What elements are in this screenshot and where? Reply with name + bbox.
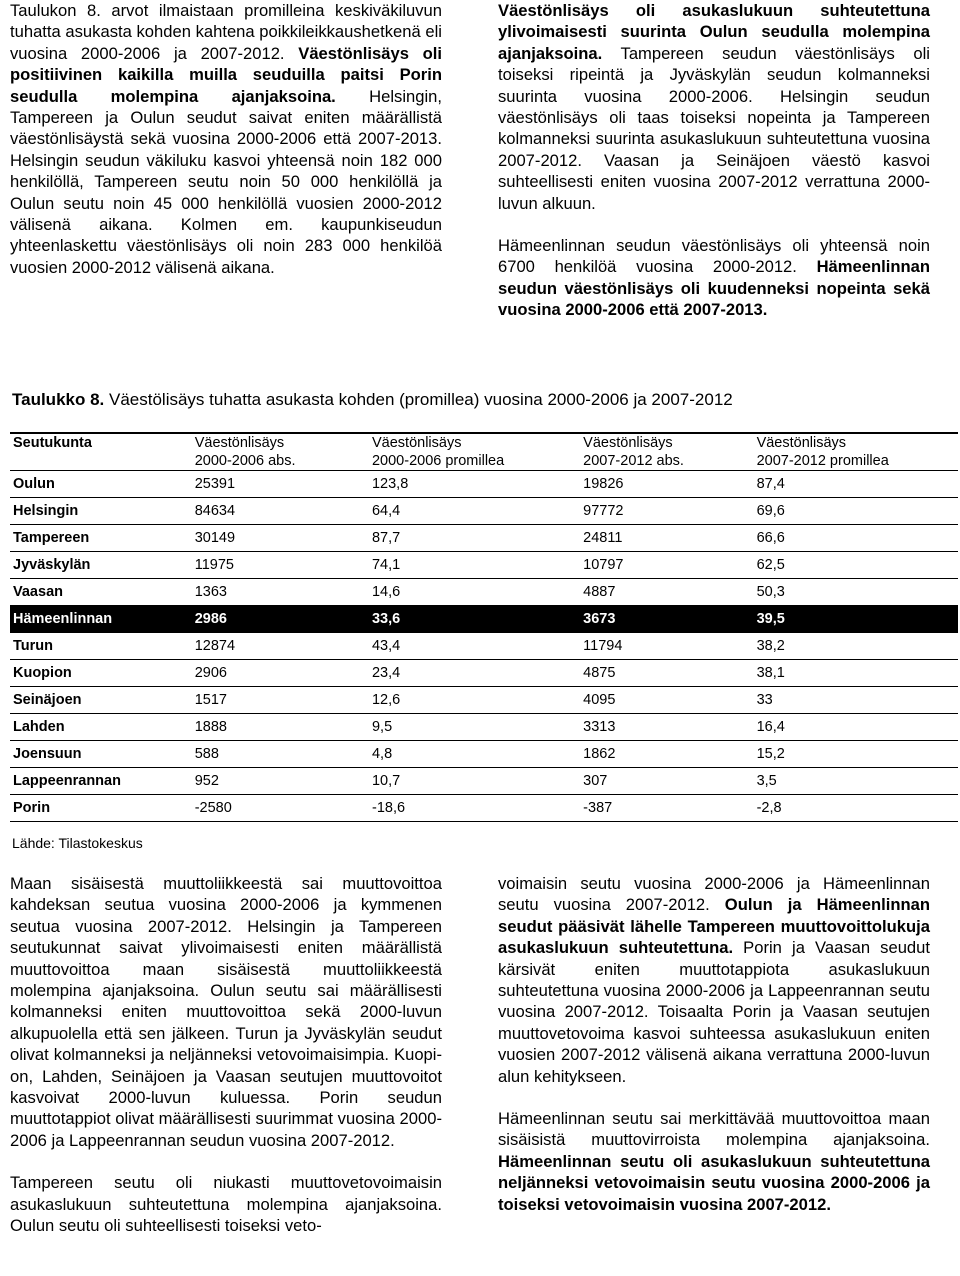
region-name-cell: Porin: [10, 795, 192, 822]
region-name-cell: Lahden: [10, 714, 192, 741]
value-cell: -2,8: [754, 795, 958, 822]
value-cell: 4887: [580, 579, 753, 606]
value-cell: 19826: [580, 471, 753, 498]
table-row-highlighted: [10, 606, 958, 633]
value-cell: 2986: [192, 606, 369, 633]
text-column-top-left: [10, 0, 442, 278]
value-cell: 24811: [580, 525, 753, 552]
header-permille-2000-2006: Väestönlisäys 2000-2006 promillea: [369, 433, 580, 471]
value-cell: 87,7: [369, 525, 580, 552]
text-column-top-right: [498, 0, 930, 321]
region-name-cell: Hämeenlinnan: [10, 606, 192, 633]
table-row: [10, 768, 958, 795]
text-column-bottom-right: [498, 873, 930, 1215]
value-cell: 4875: [580, 660, 753, 687]
paragraph: [498, 1108, 930, 1215]
value-cell: 1888: [192, 714, 369, 741]
value-cell: 588: [192, 741, 369, 768]
value-cell: 15,2: [754, 741, 958, 768]
region-name-cell: Joensuun: [10, 741, 192, 768]
header-permille-2007-2012: Väestönlisäys 2007-2012 promillea: [754, 433, 958, 471]
region-name-cell: Oulun: [10, 471, 192, 498]
bold-text-run: Väestönlisäys oli positiivinen kaikilla muilla seuduilla paitsi Porin seudulla molempina ajanjaksoina.: [10, 43, 442, 106]
region-name-cell: Tampereen: [10, 525, 192, 552]
value-cell: 33: [754, 687, 958, 714]
value-cell: -2580: [192, 795, 369, 822]
region-name-cell: Kuopion: [10, 660, 192, 687]
text-run: Taulukon 8. arvot ilmaistaan promilleina keskiväkiluvun tuhatta asukasta kohden kahtena poikkileikkaushetkenä eli vuosina 2000-2006 ja 2007-2012.: [10, 1, 442, 63]
value-cell: 11975: [192, 552, 369, 579]
paragraph: [498, 0, 930, 214]
value-cell: 12874: [192, 633, 369, 660]
value-cell: 50,3: [754, 579, 958, 606]
region-name-cell: Lappeenrannan: [10, 768, 192, 795]
bold-text-run: Hämeenlinnan seutu oli asukaslukuun suhteutettuna neljänneksi vetovoimaisin seutu vuosina 2000-2006 ja toiseksi vetovoimaisin vuosina 2007-2012.: [498, 1151, 930, 1214]
value-cell: 3,5: [754, 768, 958, 795]
table-row: [10, 714, 958, 741]
value-cell: 84634: [192, 498, 369, 525]
value-cell: 33,6: [369, 606, 580, 633]
value-cell: 11794: [580, 633, 753, 660]
value-cell: 3673: [580, 606, 753, 633]
table-row: [10, 795, 958, 822]
table-row: [10, 579, 958, 606]
value-cell: 1862: [580, 741, 753, 768]
table-row: [10, 525, 958, 552]
bold-text-run: Hämeenlinnan seudun väestönlisäys oli kuudenneksi nopeinta sekä vuosina 2000-2006 että 2007-2013.: [498, 257, 930, 320]
paragraph: [498, 235, 930, 321]
text-column-bottom-left: [10, 873, 442, 1237]
paragraph: [10, 873, 442, 1151]
value-cell: -387: [580, 795, 753, 822]
paragraph: [498, 873, 930, 1087]
value-cell: 30149: [192, 525, 369, 552]
value-cell: 3313: [580, 714, 753, 741]
value-cell: 4,8: [369, 741, 580, 768]
value-cell: 23,4: [369, 660, 580, 687]
table-row: [10, 741, 958, 768]
region-name-cell: Jyväskylän: [10, 552, 192, 579]
table-body: [10, 471, 958, 822]
table-header-row: [10, 433, 958, 471]
table-row: [10, 660, 958, 687]
value-cell: 307: [580, 768, 753, 795]
table-row: [10, 498, 958, 525]
table-row: [10, 552, 958, 579]
value-cell: 1517: [192, 687, 369, 714]
value-cell: 39,5: [754, 606, 958, 633]
value-cell: 4095: [580, 687, 753, 714]
value-cell: 74,1: [369, 552, 580, 579]
value-cell: 952: [192, 768, 369, 795]
text-run: Tampereen seudun väestönlisäys oli toiseksi ripeintä ja Jyväskylän seudun kolmanneksi suurinta vuosina 2000-2006. Helsingin seudun väestönlisäys oli taas toiseksi nopeinta ja Tampereen kolmanneksi suurinta asukaslukuun suhteutettuna vuosina 2007-2012. Vaasan ja Seinäjoen väestö kasvoi suhteellisesti eniten vuosina 2007-2012 verrattuna 2000-luvun alkuun.: [498, 43, 930, 213]
table-caption: [12, 389, 733, 411]
table-caption-label: Taulukko 8.: [12, 390, 105, 409]
text-run: Maan sisäisestä muuttoliikkeestä sai muuttovoittoa kahdeksan seutua vuosina 2000-2006 ja kymmenen seutua vuosina 2007-2012. Helsingin ja Tampereen seutukunnat saivat ylivoimaisesti eniten määrällistä muuttovoittoa maan sisäisestä muuttoliikkeestä molempina ajanjaksoina. Oulun seutu sai määrällisesti kolmanneksi eniten muuttovoittoa sekä 2000-luvun alkupuolella että sen jälkeen. Turun ja Jyväskylän seudut olivat kolmanneksi ja neljänneksi vetovoimaisimpia. Kuopion, Lahden, Seinäjoen ja Vaasan seutujen muuttovoitot kasvoivat 2000-luvun kuluessa. Porin seudun muuttotappiot olivat määrällisesti suurimmat vuosina 2000-2006 ja Lappeenrannan seudun vuosina 2007-2012.: [10, 874, 442, 1150]
bold-text-run: Oulun ja Hämeenlinnan seudut pääsivät lähelle Tampereen muuttovoittolukuja asukaslukuun suhteutettuna.: [498, 895, 930, 958]
value-cell: 87,4: [754, 471, 958, 498]
value-cell: 25391: [192, 471, 369, 498]
value-cell: 62,5: [754, 552, 958, 579]
text-run: Helsingin, Tampereen ja Oulun seudut saivat eniten määrällistä väestönlisäystä sekä vuosina 2000-2006 että 2007-2013. Helsingin seudun väkiluku kasvoi yhteensä noin 182 000 henkilöllä, Tampereen seutu noin 50 000 henkilöllä ja Oulun seutu noin 45 000 henkilöllä vuosien 2000-2012 välisenä aikana. Kolmen em. kaupunkiseudun yhteenlaskettu väestönlisäys oli noin 283 000 henkilöä vuosien 2000-2012 välisenä aikana.: [10, 86, 442, 277]
region-name-cell: Vaasan: [10, 579, 192, 606]
value-cell: 97772: [580, 498, 753, 525]
paragraph: [10, 0, 442, 278]
value-cell: 14,6: [369, 579, 580, 606]
table-caption-text: Väestölisäys tuhatta asukasta kohden (promillea) vuosina 2000-2006 ja 2007-2012: [104, 390, 733, 409]
value-cell: 64,4: [369, 498, 580, 525]
bold-text-run: Väestönlisäys oli asukaslukuun suhteutettuna ylivoimaisesti suurinta Oulun seudulla molempina ajanjaksoina.: [498, 1, 930, 63]
text-run: Porin ja Vaasan seudut kärsivät eniten muuttotappiota asukaslukuun suhteutettuna vuosina 2000-2006 ja Lappeenrannan seutu vuosina 2007-2012. Toisaalta Porin ja Vaasan seutujen muuttovetovoima kasvoi suhteessa asukaslukuun eniten vuosien 2007-2012 välisenä aikana verrattuna 2000-luvun alun kehitykseen.: [498, 938, 930, 1086]
value-cell: 12,6: [369, 687, 580, 714]
table-row: [10, 633, 958, 660]
value-cell: 1363: [192, 579, 369, 606]
table-row: [10, 471, 958, 498]
value-cell: 16,4: [754, 714, 958, 741]
population-growth-table: [10, 432, 958, 822]
source-note: Lähde: Tilastokeskus: [12, 835, 143, 851]
text-run: Tampereen seutu oli niukasti muuttovetovoimaisin asukaslukuun suhteutettuna molempina ajanjaksoina. Oulun seutu oli suhteellisesti toiseksi veto-: [10, 1173, 442, 1236]
header-region: Seutukunta: [10, 433, 192, 471]
value-cell: 10797: [580, 552, 753, 579]
text-run: voimaisin seutu vuosina 2000-2006 ja Hämeenlinnan seutu vuosina 2007-2012.: [498, 874, 930, 915]
value-cell: 9,5: [369, 714, 580, 741]
header-abs-2000-2006: Väestönlisäys 2000-2006 abs.: [192, 433, 369, 471]
value-cell: 43,4: [369, 633, 580, 660]
text-run: Hämeenlinnan seutu sai merkittävää muuttovoittoa maan sisäisistä muuttovirroista molempina ajanjaksoina.: [498, 1109, 930, 1150]
value-cell: 10,7: [369, 768, 580, 795]
value-cell: 123,8: [369, 471, 580, 498]
text-run: Hämeenlinnan seudun väestönlisäys oli yhteensä noin 6700 henkilöä vuosina 2000-2012.: [498, 236, 930, 277]
value-cell: 69,6: [754, 498, 958, 525]
value-cell: 66,6: [754, 525, 958, 552]
region-name-cell: Seinäjoen: [10, 687, 192, 714]
table-row: [10, 687, 958, 714]
paragraph: [10, 1172, 442, 1236]
value-cell: -18,6: [369, 795, 580, 822]
value-cell: 38,1: [754, 660, 958, 687]
region-name-cell: Helsingin: [10, 498, 192, 525]
value-cell: 38,2: [754, 633, 958, 660]
region-name-cell: Turun: [10, 633, 192, 660]
value-cell: 2906: [192, 660, 369, 687]
header-abs-2007-2012: Väestönlisäys 2007-2012 abs.: [580, 433, 753, 471]
